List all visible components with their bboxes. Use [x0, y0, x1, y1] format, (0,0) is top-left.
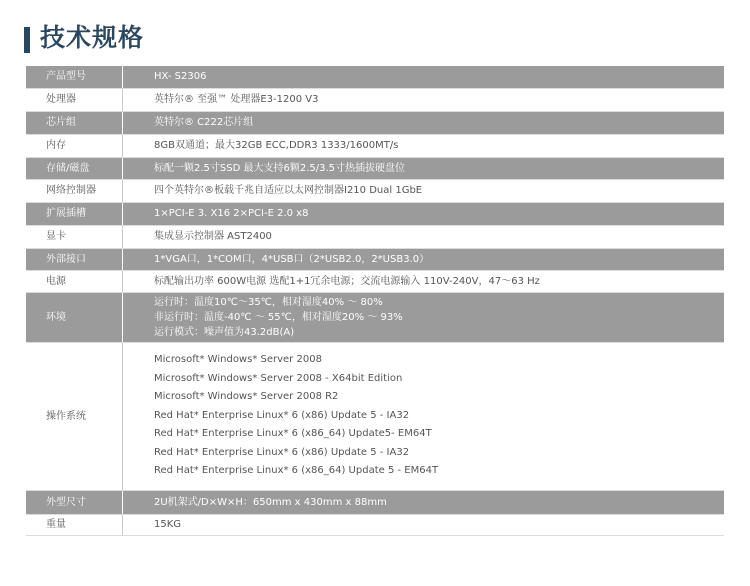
spec-value-line: 运行时：温度10℃～35℃，相对湿度40% ～ 80% — [154, 296, 383, 308]
spec-label: 显卡 — [26, 225, 122, 248]
spec-label: 外型尺寸 — [26, 490, 122, 514]
spec-row — [26, 514, 724, 535]
spec-label: 外部接口 — [26, 248, 122, 270]
spec-value — [123, 270, 724, 292]
spec-value-line: 四个英特尔®板载千兆自适应以太网控制器I210 Dual 1GbE — [154, 185, 423, 196]
spec-value — [123, 225, 724, 248]
spec-value — [123, 157, 724, 179]
spec-row — [26, 134, 724, 157]
page-title: 技术规格 — [40, 23, 145, 52]
spec-label: 内存 — [26, 134, 122, 157]
spec-value-line: 1*VGA口，1*COM口，4*USB口（2*USB2.0，2*USB3.0） — [154, 253, 430, 265]
spec-row — [26, 179, 724, 202]
spec-label: 芯片组 — [26, 111, 122, 134]
spec-label: 处理器 — [26, 88, 122, 111]
spec-value — [123, 202, 724, 225]
spec-row — [26, 225, 724, 248]
spec-value — [123, 111, 724, 134]
spec-label: 电源 — [26, 270, 122, 292]
spec-table — [26, 66, 724, 536]
spec-value — [123, 66, 724, 88]
spec-value-line: 2U机架式/D×W×H：650mm x 430mm x 88mm — [154, 496, 387, 508]
spec-value-line: Red Hat* Enterprise Linux* 6 (x86) Update 5 - IA32 — [154, 446, 410, 458]
spec-label: 产品型号 — [26, 66, 122, 88]
spec-value-line: 1×PCI-E 3. X16 2×PCI-E 2.0 x8 — [154, 208, 309, 219]
spec-label: 网络控制器 — [26, 179, 122, 202]
spec-value — [123, 514, 724, 535]
title-accent-bar — [24, 27, 30, 53]
spec-row — [26, 270, 724, 292]
spec-value-line: 运行模式：噪声值为43.2dB(A) — [154, 326, 295, 338]
spec-value-line: 英特尔® C222芯片组 — [154, 117, 254, 128]
spec-value-line: 标配一颗2.5寸SSD 最大支持6颗2.5/3.5寸热插拔硬盘位 — [154, 162, 406, 174]
spec-value-line: Red Hat* Enterprise Linux* 6 (x86) Update 5 - IA32 — [154, 409, 410, 421]
spec-value — [123, 134, 724, 157]
spec-value — [123, 342, 724, 490]
spec-value — [123, 179, 724, 202]
spec-label: 操作系统 — [26, 342, 122, 490]
spec-value-line: 8GB双通道；最大32GB ECC,DDR3 1333/1600MT/s — [154, 140, 399, 151]
spec-value — [123, 490, 724, 514]
spec-value-line: Red Hat* Enterprise Linux* 6 (x86_64) Update 5 - EM64T — [154, 465, 439, 477]
spec-value-line: 英特尔® 至强™ 处理器E3-1200 V3 — [154, 94, 319, 105]
spec-value-line: Microsoft* Windows* Server 2008 - X64bit Edition — [154, 372, 403, 384]
spec-value-line: Red Hat* Enterprise Linux* 6 (x86_64) Update5- EM64T — [154, 428, 432, 440]
spec-value-line: HX- S2306 — [154, 71, 207, 83]
spec-row — [26, 490, 724, 514]
spec-value-line: 集成显示控制器 AST2400 — [154, 231, 272, 242]
spec-value-line: 15KG — [154, 519, 182, 530]
spec-value — [123, 248, 724, 270]
spec-row — [26, 66, 724, 88]
spec-row — [26, 292, 724, 342]
spec-row — [26, 202, 724, 225]
spec-label: 重量 — [26, 514, 122, 535]
spec-value-line: Microsoft* Windows* Server 2008 R2 — [154, 391, 339, 403]
spec-label: 扩展插槽 — [26, 202, 122, 225]
spec-value — [123, 292, 724, 342]
spec-row — [26, 342, 724, 490]
spec-row — [26, 157, 724, 179]
spec-label: 存储/磁盘 — [26, 157, 122, 179]
spec-value-line: 标配输出功率 600W电源 选配1+1冗余电源；交流电源输入 110V-240V，47～63 Hz — [154, 275, 540, 287]
spec-value — [123, 88, 724, 111]
spec-row — [26, 88, 724, 111]
spec-label: 环境 — [26, 292, 122, 342]
spec-row — [26, 248, 724, 270]
spec-row — [26, 111, 724, 134]
spec-value-line: Microsoft* Windows* Server 2008 — [154, 354, 322, 366]
spec-value-line: 非运行时：温度-40℃ ～ 55℃，相对湿度20% ～ 93% — [154, 311, 403, 323]
